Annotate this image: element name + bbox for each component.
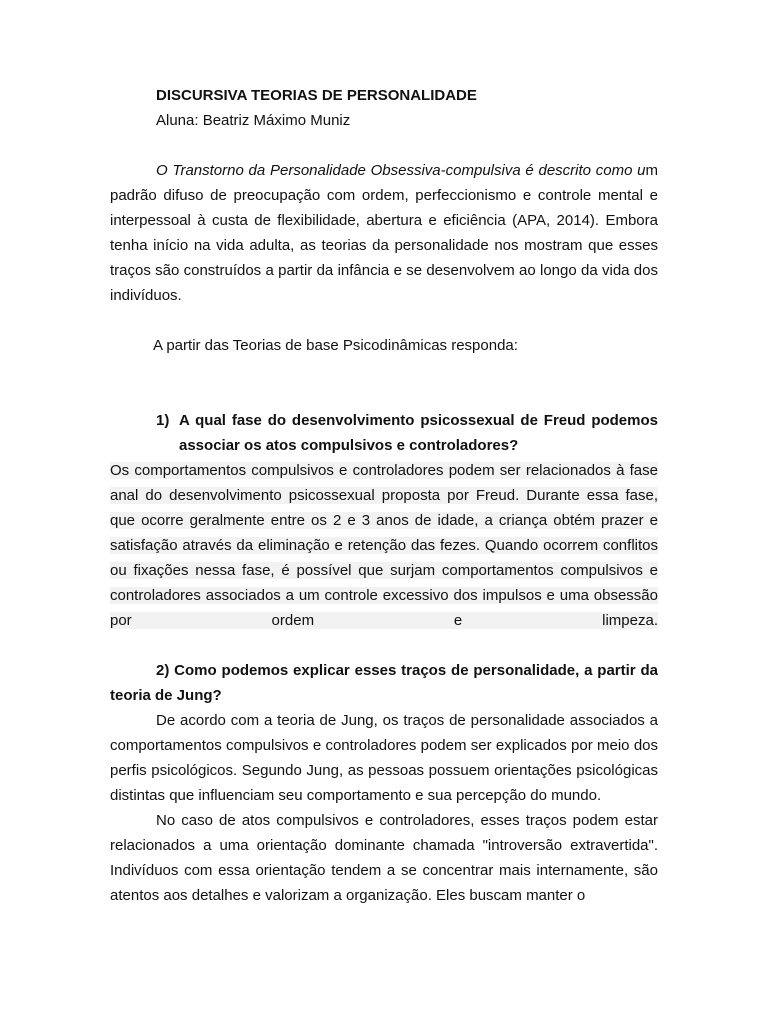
blank-line (110, 633, 658, 658)
answer-2-paragraph-2: No caso de atos compulsivos e controladores, esses traços podem estar relacionados a uma orientação dominante chamada "introversão extravertida". Indivíduos com essa orientação tendem a se concentrar mais internamente, são atentos aos detalhes e valorizam a organização. Eles buscam manter o (110, 812, 658, 904)
instructions-prompt: A partir das Teorias de base Psicodinâmicas responda: (153, 337, 518, 354)
question-2: 2) Como podemos explicar esses traços de personalidade, a partir da teoria de Jung? (110, 662, 658, 704)
question-1-text: A qual fase do desenvolvimento psicossexual de Freud podemos associar os atos compulsivos e controladores? (179, 412, 658, 454)
document-title: DISCURSIVA TEORIAS DE PERSONALIDADE (156, 87, 477, 104)
intro-paragraph (110, 158, 658, 308)
blank-line (110, 133, 658, 158)
intro-italic-text: O Transtorno da Personalidade Obsessiva-compulsiva é descrito como u (156, 162, 646, 179)
blank-line (110, 383, 658, 408)
question-1-number: 1) (156, 412, 170, 429)
blank-line (110, 358, 658, 383)
blank-line (110, 308, 658, 333)
answer-1-paragraph (110, 458, 658, 633)
document-body (110, 83, 658, 908)
student-name: Aluna: Beatriz Máximo Muniz (156, 112, 351, 129)
question-1 (110, 408, 658, 458)
intro-text: m padrão difuso de preocupação com ordem, perfeccionismo e controle mental e interpessoal à custa de flexibilidade, abertura e eficiência (APA, 2014). Embora tenha início na vida adulta, as teorias da personalidade nos mostram que esses traços são construídos a partir da infância e se desenvolvem ao longo da vida dos indivíduos. (110, 162, 658, 304)
answer-2-paragraph-1: De acordo com a teoria de Jung, os traços de personalidade associados a comportamentos compulsivos e controladores podem ser explicados por meio dos perfis psicológicos. Segundo Jung, as pessoas possuem orientações psicológicas distintas que influenciam seu comportamento e sua percepção do mundo. (110, 712, 658, 804)
answer-1-text: Os comportamentos compulsivos e controladores podem ser relacionados à fase anal do desenvolvimento psicossexual proposta por Freud. Durante essa fase, que ocorre geralmente entre os 2 e 3 anos de idade, a criança obtém prazer e satisfação através da eliminação e retenção das fezes. Quando ocorrem conflitos ou fixações nessa fase, é possível que surjam comportamentos compulsivos e controladores associados a um controle excessivo dos impulsos e uma obsessão por ordem e limpeza. (110, 462, 658, 629)
